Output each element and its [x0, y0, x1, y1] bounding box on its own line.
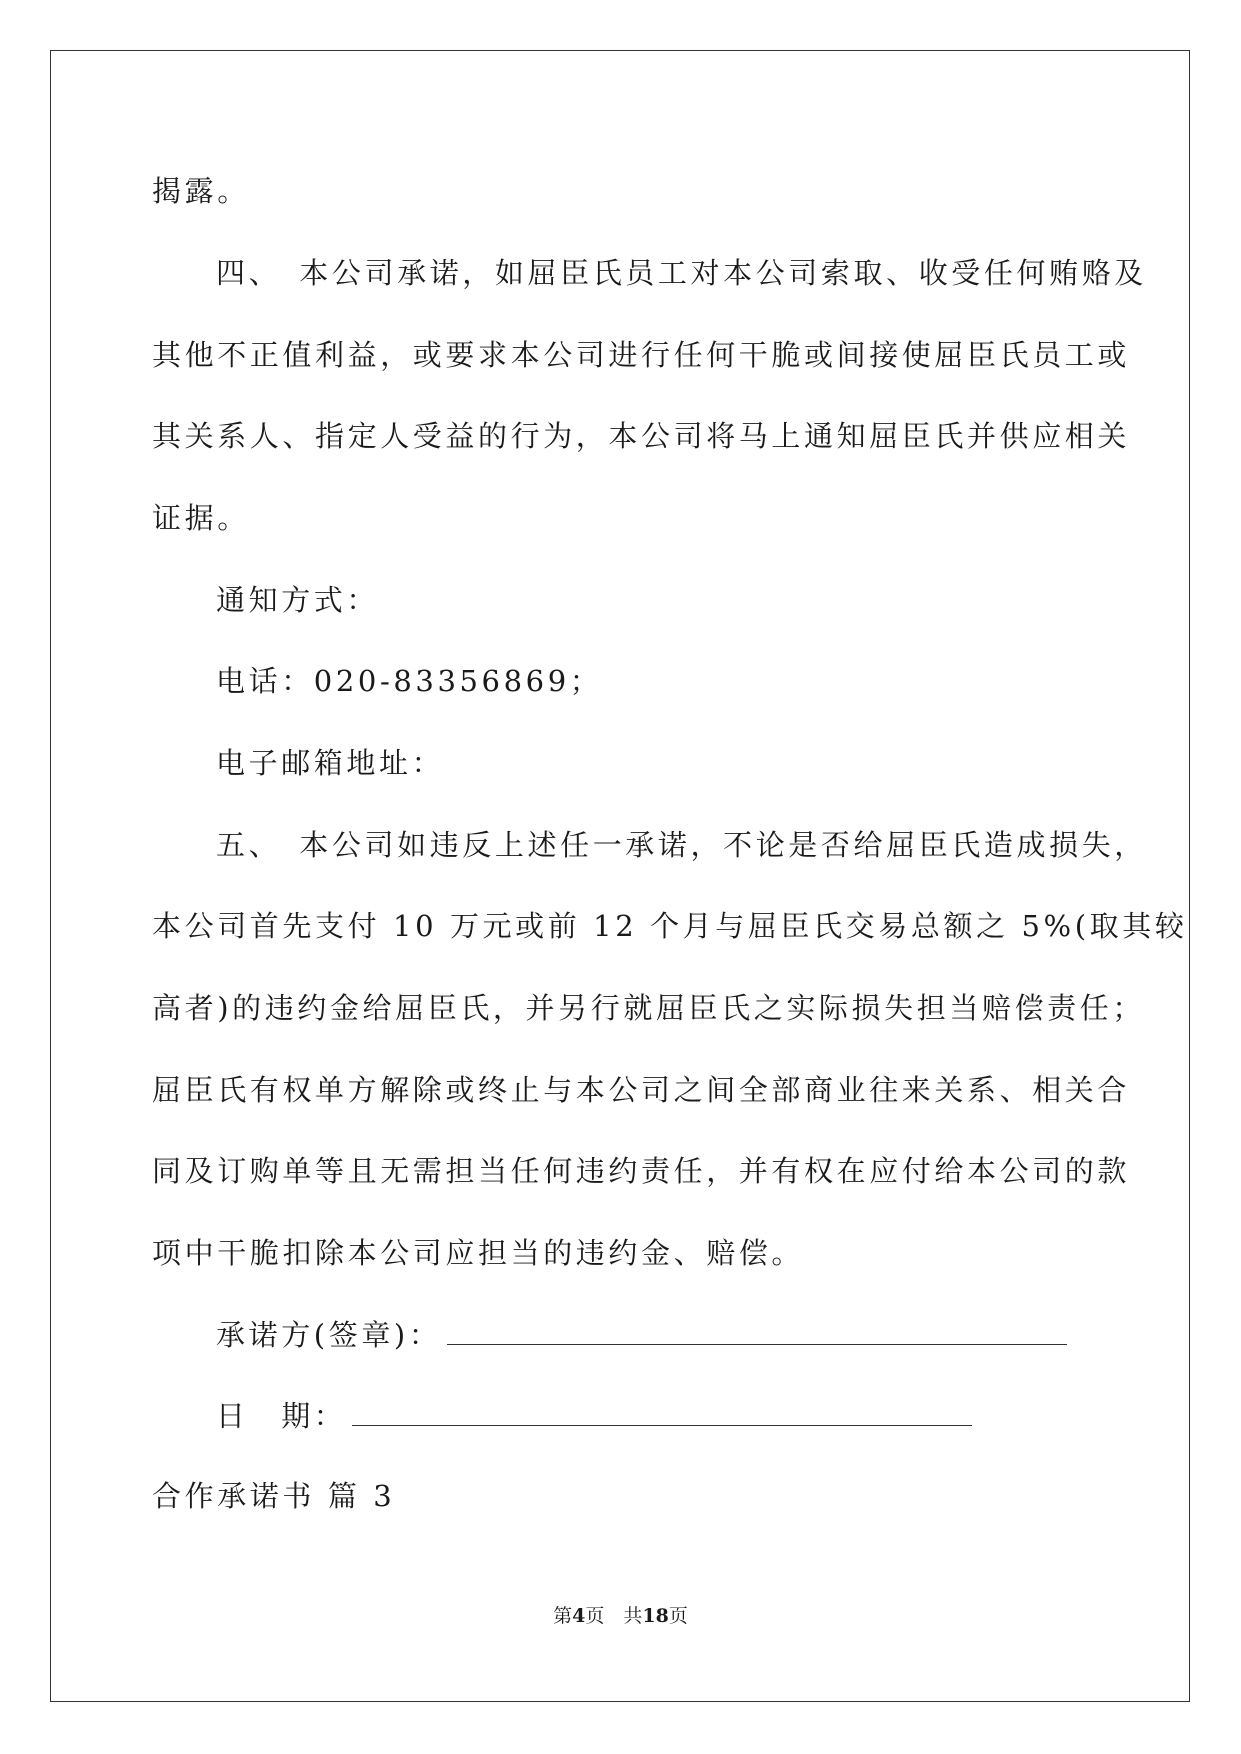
text-line-5: 证据。 [152, 501, 250, 535]
text-line-12: 屈臣氏有权单方解除或终止与本公司之间全部商业往来关系、相关合 [152, 1073, 1131, 1107]
signature-row [216, 1317, 1067, 1353]
text-line-9: 五、 本公司如违反上述任一承诺，不论是否给屈臣氏造成损失， [216, 828, 1147, 862]
text-line-7: 电话：020-83356869； [216, 664, 603, 698]
footer-mid: 页 共 [585, 1605, 643, 1627]
text-line-13: 同及订购单等且无需担当任何违约责任，并有权在应付给本公司的款 [152, 1154, 1131, 1188]
text-line-10: 本公司首先支付 10 万元或前 12 个月与屈臣氏交易总额之 5%(取其较 [152, 909, 1188, 943]
text-line-2: 四、 本公司承诺，如屈臣氏员工对本公司索取、收受任何贿赂及 [216, 256, 1147, 290]
text-line-6: 通知方式： [216, 583, 380, 617]
date-label: 日 期： [216, 1399, 347, 1433]
footer-page-number: 4 [572, 1605, 586, 1627]
text-line-8: 电子邮箱地址： [216, 746, 445, 780]
date-blank-line [352, 1424, 972, 1426]
date-row [216, 1398, 972, 1434]
page-border [50, 50, 1190, 1702]
text-line-14: 项中干脆扣除本公司应担当的违约金、赔偿。 [152, 1236, 805, 1270]
page-footer [0, 1604, 1241, 1628]
footer-suffix: 页 [668, 1605, 688, 1627]
section-heading: 合作承诺书 篇 3 [152, 1479, 396, 1513]
footer-prefix: 第 [553, 1605, 573, 1627]
text-line-1: 揭露。 [152, 174, 250, 208]
text-line-4: 其关系人、指定人受益的行为，本公司将马上通知屈臣氏并供应相关 [152, 419, 1131, 453]
text-line-3: 其他不正值利益，或要求本公司进行任何干脆或间接使屈臣氏员工或 [152, 338, 1131, 372]
text-line-11: 高者)的违约金给屈臣氏，并另行就屈臣氏之实际损失担当赔偿责任； [152, 991, 1145, 1025]
signature-blank-line [447, 1343, 1067, 1345]
signature-label: 承诺方(签章)： [216, 1318, 442, 1352]
footer-total-pages: 18 [642, 1605, 669, 1627]
